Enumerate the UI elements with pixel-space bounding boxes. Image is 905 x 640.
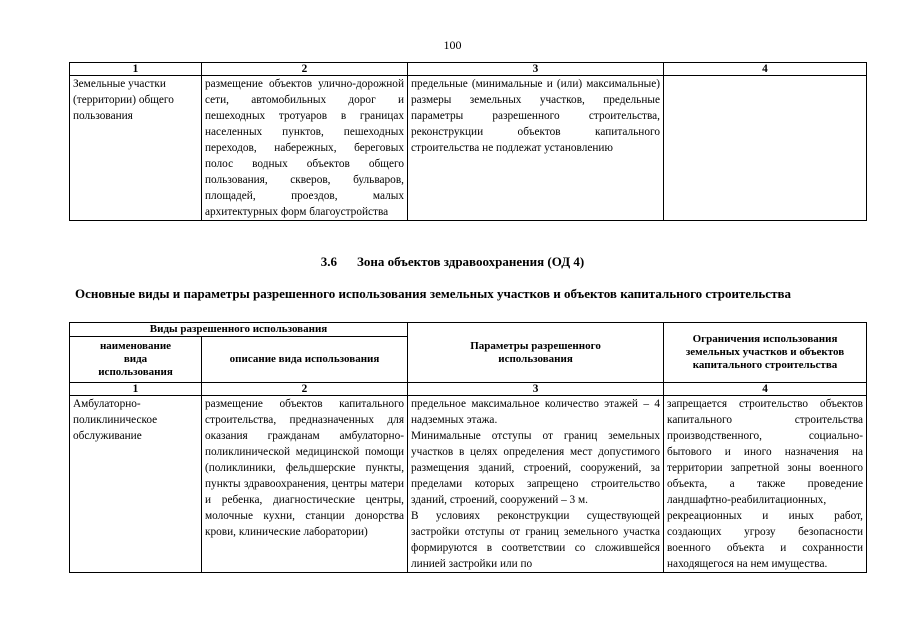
header-restrictions: Ограничения использования земельных участков и объектов капитального строительства [664, 323, 867, 383]
param-setbacks: Минимальные отступы от границ земельных участков в целях определения мест допустимого размещения зданий, строений, сооружений, за пределами которых запрещено строительство зданий, строений, сооружений – 3 м. [411, 430, 661, 506]
column-number-row [70, 383, 867, 396]
table-healthcare-zone [69, 322, 867, 573]
table-row [70, 76, 867, 221]
cell-restrictions: запрещается строительство объектов капитального строительства производственного, социально-бытового и иного назначения на территории запретной зоны военного объекта, а также проведение ландшафтно-реабилитационных, рекреационных и иных работ, создающих угрозу безопасности военного объекта и сохранности находящегося на нем имущества. [664, 396, 867, 573]
header-use-name: наименование вида использования [70, 337, 202, 383]
col-number-1: 1 [70, 383, 202, 396]
cell-use-name: Земельные участки (территории) общего пользования [70, 76, 202, 221]
header-use-types: Виды разрешенного использования [70, 323, 408, 337]
subsection-heading: Основные виды и параметры разрешенного использования земельных участков и объектов капитального строительства [75, 286, 791, 301]
cell-use-description: размещение объектов улично-дорожной сети, автомобильных дорог и пешеходных тротуаров в границах населенных пунктов, пешеходных переходов, набережных, береговых полос водных объектов общего пользования, скверов, бульваров, площадей, проездов, малых архитектурных форм благоустройства [202, 76, 408, 221]
page-number: 100 [443, 38, 462, 52]
col-number-4: 4 [664, 63, 867, 76]
col-number-3: 3 [408, 63, 664, 76]
section-number: 3.6 [320, 254, 337, 269]
cell-restrictions [664, 76, 867, 221]
table-land-use-continued [69, 62, 867, 221]
column-number-row [70, 63, 867, 76]
header-use-description: описание вида использования [202, 337, 408, 383]
cell-use-description: размещение объектов капитального строительства, предназначенных для оказания гражданам амбулаторно-поликлинической медицинской помощи (поликлиники, фельдшерские пункты, пункты здравоохранения, центры матери и ребенка, диагностические центры, молочные кухни, станции донорства крови, клинические лаборатории) [202, 396, 408, 573]
section-heading [0, 254, 905, 270]
param-floors: предельное максимальное количество этажей – 4 надземных этажа. [411, 398, 661, 426]
col-number-4: 4 [664, 383, 867, 396]
cell-use-name: Амбулаторно-поликлиническое обслуживание [70, 396, 202, 573]
col-number-2: 2 [202, 383, 408, 396]
col-number-3: 3 [408, 383, 664, 396]
cell-parameters: предельные (минимальные и (или) максимальные) размеры земельных участков, предельные параметры разрешенного строительства, реконструкции объектов капитального строительства не подлежат установлению [408, 76, 664, 221]
param-reconstruction: В условиях реконструкции существующей застройки отступы от границ земельного участка формируются в соответствии со сложившейся линией застройки или по [411, 510, 661, 570]
header-parameters: Параметры разрешенного использования [408, 323, 664, 383]
cell-parameters [408, 396, 664, 573]
section-title: Зона объектов здравоохранения (ОД 4) [356, 254, 585, 269]
col-number-1: 1 [70, 63, 202, 76]
col-number-2: 2 [202, 63, 408, 76]
table-row [70, 396, 867, 573]
